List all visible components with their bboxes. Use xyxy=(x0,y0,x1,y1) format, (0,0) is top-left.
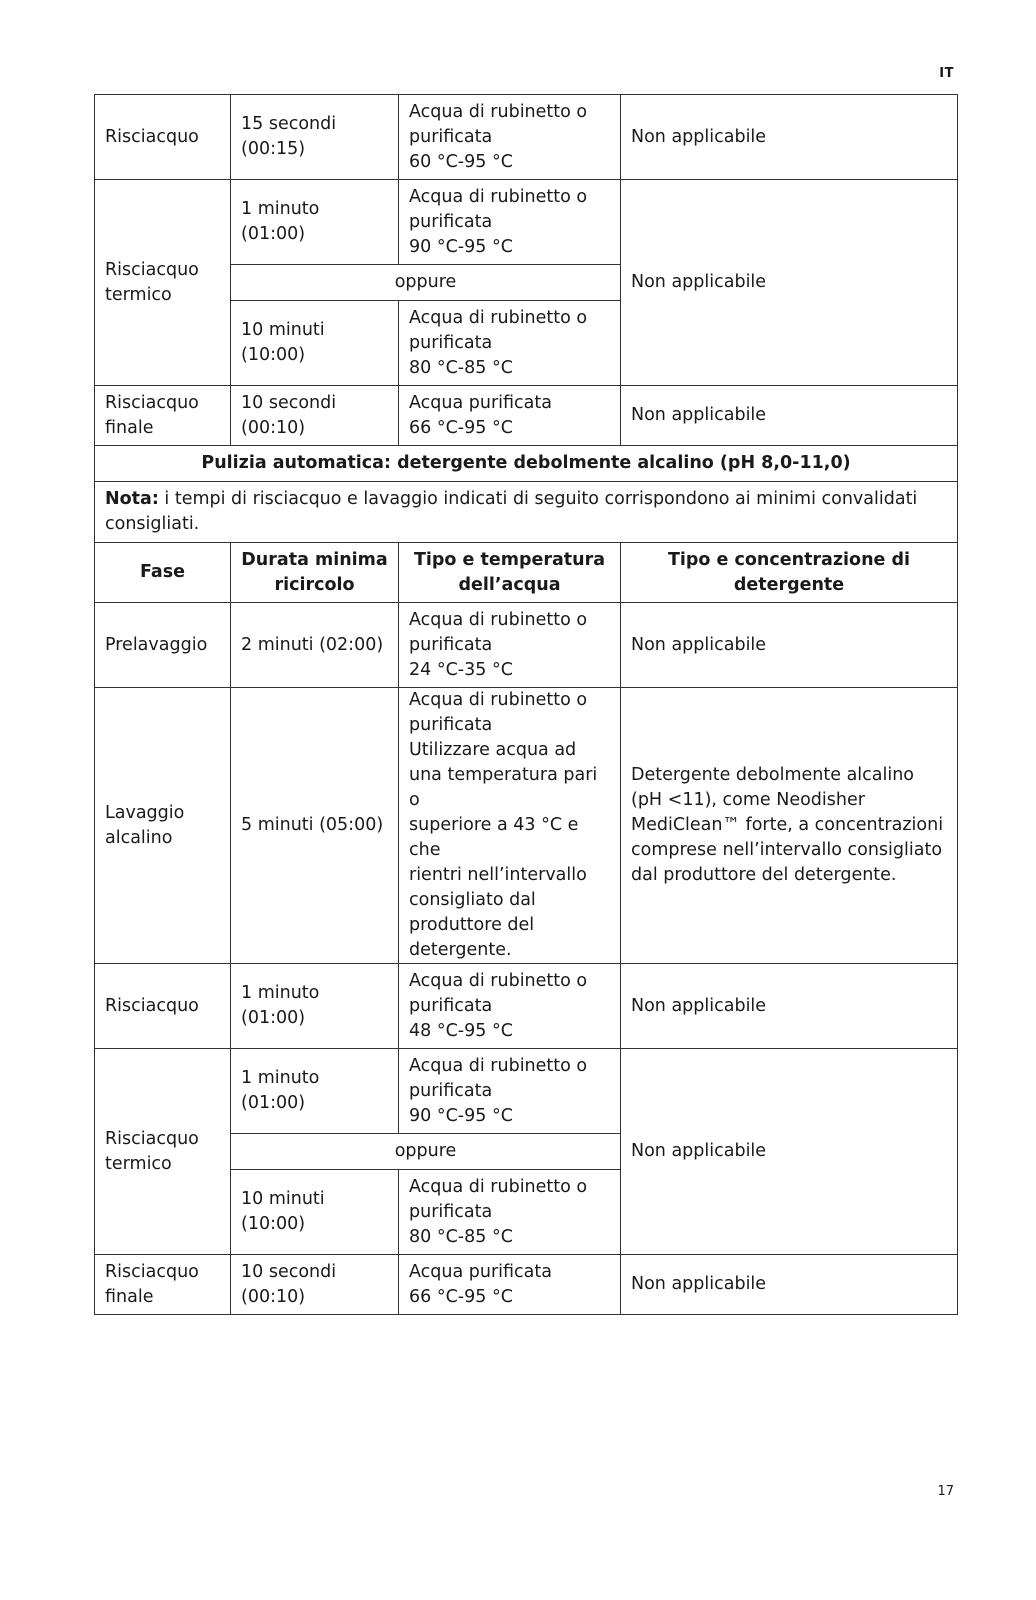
note-row xyxy=(95,482,958,543)
note-cell xyxy=(95,482,958,543)
section-title: Pulizia automatica: detergente debolmente alcalino (pH 8,0-11,0) xyxy=(95,446,958,482)
time-cell: 15 secondi (00:15) xyxy=(231,95,399,180)
water-cell: Acqua di rubinetto o purificata 80 °C-85 °C xyxy=(399,1170,621,1255)
phase-cell: Risciacquo termico xyxy=(95,1049,231,1255)
water-cell: Acqua di rubinetto o purificata 24 °C-35 °C xyxy=(399,603,621,688)
header-row xyxy=(95,543,958,603)
water-cell: Acqua purificata 66 °C-95 °C xyxy=(399,1255,621,1315)
phase-cell: Risciacquo xyxy=(95,964,231,1049)
detergent-cell: Non applicabile xyxy=(621,603,958,688)
header-water: Tipo e temperatura dell’acqua xyxy=(399,543,621,603)
time-cell: 1 minuto (01:00) xyxy=(231,180,399,265)
table-row xyxy=(95,180,958,265)
detergent-cell: Non applicabile xyxy=(621,1255,958,1315)
header-time: Durata minima ricircolo xyxy=(231,543,399,603)
phase-cell: Risciacquo termico xyxy=(95,180,231,386)
time-cell: 1 minuto (01:00) xyxy=(231,964,399,1049)
table-row xyxy=(95,95,958,180)
header-detergent: Tipo e concentrazione di detergente xyxy=(621,543,958,603)
time-cell: 1 minuto (01:00) xyxy=(231,1049,399,1134)
time-cell: 10 minuti (10:00) xyxy=(231,301,399,386)
phase-cell: Lavaggio alcalino xyxy=(95,688,231,964)
section-title-row xyxy=(95,446,958,482)
table-row xyxy=(95,964,958,1049)
detergent-cell: Non applicabile xyxy=(621,386,958,446)
detergent-cell: Non applicabile xyxy=(621,95,958,180)
table-row xyxy=(95,1255,958,1315)
detergent-cell: Non applicabile xyxy=(621,1049,958,1255)
phase-cell: Risciacquo xyxy=(95,95,231,180)
table-row xyxy=(95,386,958,446)
water-cell: Acqua di rubinetto o purificata Utilizzare acqua ad una temperatura pari o superiore a 43 °C e che rientri nell’intervallo consigliato dal produttore del detergente. xyxy=(399,688,621,964)
water-cell: Acqua di rubinetto o purificata 90 °C-95 °C xyxy=(399,1049,621,1134)
or-cell: oppure xyxy=(231,1134,621,1170)
time-cell: 5 minuti (05:00) xyxy=(231,688,399,964)
detergent-cell: Detergente debolmente alcalino (pH <11), come Neodisher MediClean™ forte, a concentrazioni comprese nell’intervallo consigliato dal produttore del detergente. xyxy=(621,688,958,964)
note-text: i tempi di risciacquo e lavaggio indicati di seguito corrispondono ai minimi convalidati consigliati. xyxy=(105,489,918,534)
or-cell: oppure xyxy=(231,265,621,301)
table-row xyxy=(95,1049,958,1134)
detergent-cell: Non applicabile xyxy=(621,180,958,386)
time-cell: 2 minuti (02:00) xyxy=(231,603,399,688)
table-row xyxy=(95,603,958,688)
water-cell: Acqua di rubinetto o purificata 90 °C-95 °C xyxy=(399,180,621,265)
time-cell: 10 minuti (10:00) xyxy=(231,1170,399,1255)
language-code: IT xyxy=(939,66,954,81)
water-cell: Acqua di rubinetto o purificata 60 °C-95 °C xyxy=(399,95,621,180)
detergent-cell: Non applicabile xyxy=(621,964,958,1049)
phase-cell: Prelavaggio xyxy=(95,603,231,688)
note-label: Nota: xyxy=(105,489,159,509)
water-cell: Acqua purificata 66 °C-95 °C xyxy=(399,386,621,446)
time-cell: 10 secondi (00:10) xyxy=(231,1255,399,1315)
time-cell: 10 secondi (00:10) xyxy=(231,386,399,446)
phase-cell: Risciacquo finale xyxy=(95,1255,231,1315)
page-number: 17 xyxy=(937,1484,954,1499)
table-row xyxy=(95,688,958,964)
header-phase: Fase xyxy=(95,543,231,603)
water-cell: Acqua di rubinetto o purificata 48 °C-95 °C xyxy=(399,964,621,1049)
water-cell: Acqua di rubinetto o purificata 80 °C-85 °C xyxy=(399,301,621,386)
cleaning-table xyxy=(94,94,958,1315)
phase-cell: Risciacquo finale xyxy=(95,386,231,446)
